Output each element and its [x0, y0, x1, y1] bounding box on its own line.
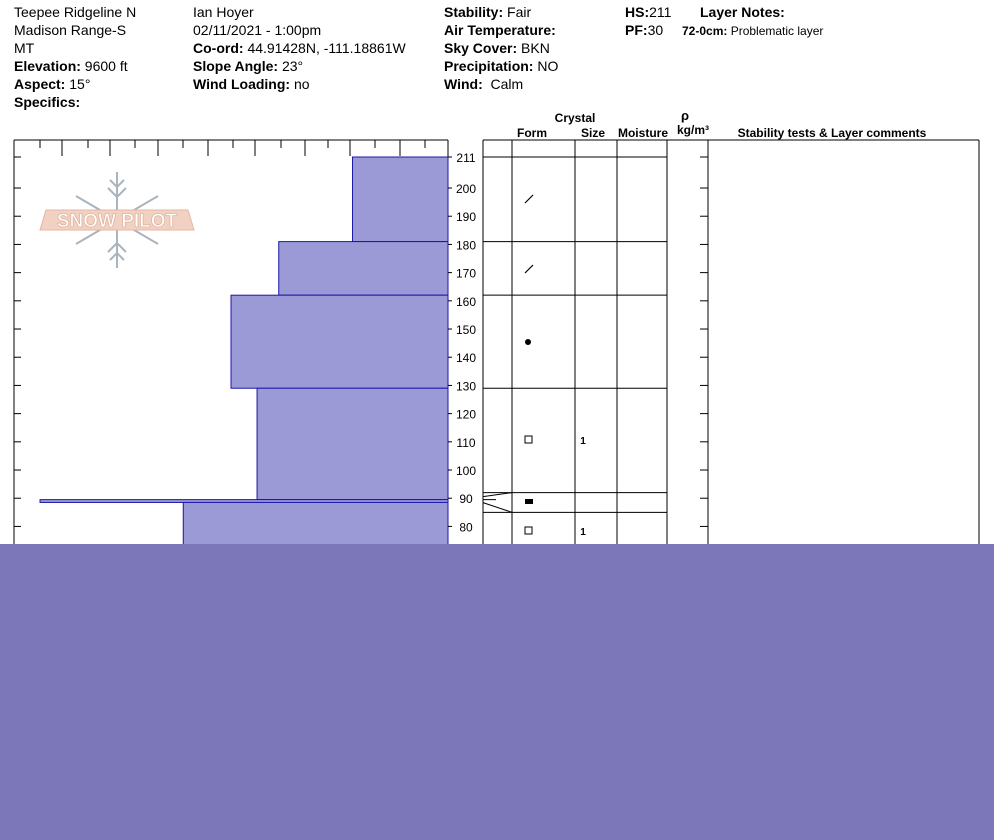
layer-connector: [483, 493, 512, 497]
hardness-layer-bar: [183, 502, 448, 549]
aspect-label: Aspect:: [14, 76, 66, 92]
lower-panel: [0, 544, 994, 840]
layer-connector: [483, 503, 512, 513]
wind-loading-value: no: [293, 76, 310, 92]
layer-note-text: Problematic layer: [730, 24, 824, 38]
elevation-value: 9600 ft: [84, 58, 128, 74]
faceted-icon: [525, 436, 532, 443]
layer-connectors: [483, 493, 512, 513]
left-axis-ticks: [14, 157, 21, 526]
stability-label: Stability:: [444, 4, 504, 20]
height-label: 190: [455, 210, 477, 225]
hardness-layer-bar: [353, 157, 448, 242]
slope-label: Slope Angle:: [193, 58, 279, 74]
layer-notes-label: Layer Notes:: [700, 4, 785, 20]
form-header: Form: [517, 126, 547, 140]
height-label: 120: [455, 407, 477, 422]
height-label: 211: [456, 151, 476, 165]
height-label: 140: [455, 351, 477, 366]
faceted-rounded-icon: [525, 499, 533, 504]
wind-loading-label: Wind Loading:: [193, 76, 291, 92]
coord-value: 44.91428N, -111.18861W: [247, 40, 406, 56]
decomposing-icon: [525, 195, 533, 203]
slope-value: 23°: [281, 58, 304, 74]
height-label: 80: [459, 520, 473, 535]
height-label: 110: [456, 435, 476, 450]
observer: Ian Hoyer: [193, 4, 254, 20]
state: MT: [14, 40, 35, 56]
sky-value: BKN: [521, 40, 550, 56]
crystal-size-label: 1: [580, 527, 586, 538]
layer-table-frame: [483, 140, 979, 560]
height-axis-labels: [448, 151, 476, 534]
hs-value: 211: [649, 4, 672, 20]
rounded-grain-icon: [525, 339, 531, 345]
hardness-axis-ticks: [14, 140, 425, 156]
aspect-value: 15°: [69, 76, 91, 92]
stability-value: Fair: [507, 4, 532, 20]
crystal-form-symbols: [525, 195, 586, 538]
elevation-label: Elevation:: [14, 58, 81, 74]
air-temp-label: Air Temperature:: [444, 22, 556, 38]
wind-value: Calm: [490, 76, 524, 92]
precip-value: NO: [537, 58, 559, 74]
height-label: 170: [455, 266, 477, 281]
coord-label: Co-ord:: [193, 40, 244, 56]
height-label: 90: [459, 492, 473, 507]
crystal-size-label: 1: [580, 436, 586, 447]
pf-label: PF:: [625, 22, 648, 38]
precip-label: Precipitation:: [444, 58, 534, 74]
moisture-header: Moisture: [617, 126, 669, 140]
hardness-layer-bar: [279, 242, 448, 296]
datetime: 02/11/2021 - 1:00pm: [193, 22, 322, 38]
logo-text: SNOW PILOT: [56, 211, 178, 232]
crystal-header: Crystal: [554, 111, 596, 125]
height-label: 100: [455, 464, 477, 479]
decomposing-icon: [525, 265, 533, 273]
height-label: 200: [455, 182, 477, 197]
location: Teepee Ridgeline N: [14, 4, 137, 20]
wind-label: Wind:: [444, 76, 483, 92]
layer-note-depth: 72-0cm:: [682, 24, 728, 38]
hs-label: HS:: [625, 4, 650, 20]
hardness-layer-bar: [231, 295, 448, 388]
height-label: 150: [455, 323, 477, 338]
stability-header: Stability tests & Layer comments: [737, 126, 927, 140]
hardness-layer-bar: [257, 388, 448, 499]
density-axis-ticks: [700, 157, 708, 526]
density-unit: kg/m³: [676, 123, 710, 137]
hardness-layers: [40, 157, 448, 549]
size-header: Size: [580, 126, 606, 140]
density-symbol: ρ: [680, 108, 690, 123]
pf-value: 30: [647, 22, 664, 38]
height-label: 180: [455, 238, 477, 253]
faceted-icon: [525, 527, 532, 534]
height-label: 160: [455, 294, 477, 309]
height-label: 130: [455, 379, 477, 394]
specifics-label: Specifics:: [14, 94, 81, 110]
mountain-range: Madison Range-S: [14, 22, 127, 38]
sky-label: Sky Cover:: [444, 40, 518, 56]
